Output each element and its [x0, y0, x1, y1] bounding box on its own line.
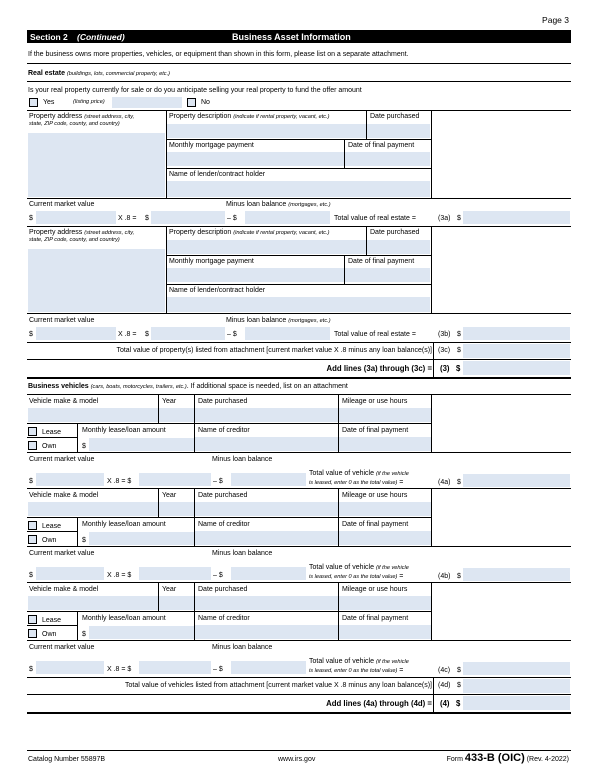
line-3-label: (3)	[440, 364, 450, 373]
market-value-field[interactable]	[36, 567, 104, 580]
property-description-field[interactable]	[167, 124, 366, 138]
minus-loan-label: Minus loan balance	[212, 644, 273, 651]
date-final-payment-label: Date of final payment	[342, 427, 409, 434]
lease-checkbox[interactable]	[28, 615, 37, 624]
make-model-field[interactable]	[28, 408, 158, 422]
total-vehicle-note: is leased, enter 0 as the total value) =	[309, 479, 404, 486]
form-id: Form 433-B (OIC) (Rev. 4-2022)	[446, 752, 569, 764]
minus-dollar: – $	[213, 666, 223, 673]
own-label: Own	[42, 443, 57, 450]
minus-dollar: – $	[213, 572, 223, 579]
lender-name-field[interactable]	[167, 181, 430, 197]
vehicles-heading: Business vehicles (cars, boats, motorcycles, trailers, etc.). If additional space is needed, list on an attachment	[28, 383, 348, 390]
current-market-value-label: Current market value	[29, 317, 95, 324]
monthly-lease-field[interactable]	[89, 532, 194, 545]
date-purchased-field[interactable]	[195, 596, 338, 610]
dollar-sign: $	[457, 331, 461, 338]
loan-balance-field[interactable]	[231, 661, 306, 674]
property-address-field[interactable]	[28, 249, 165, 312]
year-label: Year	[162, 492, 177, 499]
creditor-label: Name of creditor	[198, 521, 250, 528]
creditor-field[interactable]	[195, 625, 338, 639]
dollar-sign: $	[29, 331, 33, 338]
line-3c-label: (3c)	[438, 347, 451, 354]
attachment-total-real-estate: Total value of property(s) listed from attachment [current market value X .8 minus any loan balance(s)]	[116, 347, 432, 354]
add-lines-4-label: Add lines (4a) through (4d) =	[326, 699, 432, 708]
total-vehicle-note: is leased, enter 0 as the total value) =	[309, 573, 404, 580]
monthly-lease-label: Monthly lease/loan amount	[82, 427, 166, 434]
lender-name-field[interactable]	[167, 297, 430, 312]
lease-checkbox[interactable]	[28, 521, 37, 530]
dollar-sign: $	[29, 215, 33, 222]
property-description-label: Property description (indicate if rental property, vacant, etc.)	[169, 113, 330, 120]
dollar-sign: $	[457, 215, 461, 222]
lender-name-label: Name of lender/contract holder	[169, 287, 266, 294]
adjusted-value-field[interactable]	[151, 327, 225, 340]
monthly-mortgage-label: Monthly mortgage payment	[169, 142, 254, 149]
creditor-field[interactable]	[195, 437, 338, 451]
minus-loan-label: Minus loan balance (mortgages, etc.)	[226, 317, 331, 324]
line-4b-label: (4b)	[438, 573, 451, 580]
make-model-field[interactable]	[28, 502, 158, 516]
line-4a-field[interactable]	[463, 474, 570, 487]
lease-label: Lease	[42, 617, 62, 624]
total-vehicle-note: is leased, enter 0 as the total value) =	[309, 667, 404, 674]
year-field[interactable]	[159, 502, 194, 516]
property-address-field[interactable]	[28, 133, 165, 197]
mileage-label: Mileage or use hours	[342, 398, 408, 405]
line-4d-field[interactable]	[463, 679, 570, 693]
minus-loan-label: Minus loan balance	[212, 456, 273, 463]
own-checkbox[interactable]	[28, 441, 37, 450]
line-4-field[interactable]	[463, 696, 570, 710]
own-label: Own	[42, 537, 57, 544]
current-market-value-label: Current market value	[29, 456, 95, 463]
no-label: No	[201, 99, 210, 106]
monthly-mortgage-field[interactable]	[167, 268, 344, 282]
monthly-mortgage-field[interactable]	[167, 152, 344, 166]
line-3a-field[interactable]	[463, 211, 570, 224]
dollar-sign: $	[145, 331, 149, 338]
mileage-field[interactable]	[339, 596, 431, 610]
line-3b-label: (3b)	[438, 331, 451, 338]
make-model-label: Vehicle make & model	[29, 492, 99, 499]
date-purchased-label: Date purchased	[198, 586, 248, 593]
dollar-sign: $	[29, 572, 33, 579]
dollar-sign: $	[457, 347, 461, 354]
times-factor: X .8 = $	[107, 478, 132, 485]
no-checkbox[interactable]	[187, 98, 196, 107]
property-address-note: state, ZIP code, county, and country)	[29, 237, 120, 243]
property-address-label: Property address (street address, city,	[29, 229, 135, 236]
date-purchased-field[interactable]	[195, 408, 338, 422]
property-description-field[interactable]	[167, 240, 366, 254]
dollar-sign: $	[82, 631, 86, 638]
lease-checkbox[interactable]	[28, 427, 37, 436]
yes-checkbox[interactable]	[29, 98, 38, 107]
attachment-total-vehicles: Total value of vehicles listed from attachment [current market value X .8 minus any loan balance(s)]	[125, 682, 432, 689]
total-real-estate-label: Total value of real estate =	[334, 215, 416, 222]
minus-loan-label: Minus loan balance (mortgages, etc.)	[226, 201, 331, 208]
creditor-field[interactable]	[195, 531, 338, 545]
current-market-value-label: Current market value	[29, 644, 95, 651]
dollar-sign: $	[145, 215, 149, 222]
monthly-lease-field[interactable]	[89, 626, 194, 639]
line-3-field[interactable]	[463, 361, 570, 375]
monthly-lease-label: Monthly lease/loan amount	[82, 615, 166, 622]
intro-text: If the business owns more properties, vehicles, or equipment than shown in this form, please list on a separate attachment.	[28, 51, 409, 58]
catalog-number: Catalog Number 55897B	[28, 756, 106, 763]
times-factor: X .8 = $	[107, 572, 132, 579]
real-estate-heading: Real estate (buildings, lots, commercial property, etc.)	[28, 70, 171, 77]
minus-dollar: – $	[213, 478, 223, 485]
date-final-payment-label: Date of final payment	[348, 258, 415, 265]
date-final-payment-field[interactable]	[339, 437, 431, 451]
date-final-payment-field[interactable]	[339, 531, 431, 545]
add-lines-3-label: Add lines (3a) through (3c) =	[326, 364, 432, 373]
adjusted-value-field[interactable]	[139, 567, 211, 580]
loan-balance-field[interactable]	[245, 211, 330, 224]
total-real-estate-label: Total value of real estate =	[334, 331, 416, 338]
property-address-note: state, ZIP code, county, and country)	[29, 121, 120, 127]
year-label: Year	[162, 586, 177, 593]
date-final-payment-label: Date of final payment	[342, 615, 409, 622]
make-model-label: Vehicle make & model	[29, 398, 99, 405]
minus-dollar: – $	[227, 331, 237, 338]
make-model-label: Vehicle make & model	[29, 586, 99, 593]
page-number: Page 3	[542, 15, 569, 25]
listing-price-field[interactable]	[112, 97, 182, 108]
for-sale-question: Is your real property currently for sale or do you anticipate selling your real property to fund the offer amount	[28, 87, 362, 94]
yes-label: Yes	[43, 99, 55, 106]
date-purchased-field[interactable]	[367, 240, 430, 254]
times-factor: X .8 = $	[107, 666, 132, 673]
market-value-field[interactable]	[36, 661, 104, 674]
loan-balance-field[interactable]	[231, 473, 306, 486]
market-value-field[interactable]	[36, 327, 116, 340]
line-3b-field[interactable]	[463, 327, 570, 340]
market-value-field[interactable]	[36, 473, 104, 486]
dollar-sign: $	[457, 682, 461, 689]
lease-label: Lease	[42, 523, 62, 530]
dollar-sign: $	[457, 573, 461, 580]
line-3a-label: (3a)	[438, 215, 451, 222]
minus-dollar: – $	[227, 215, 237, 222]
date-final-payment-field[interactable]	[345, 268, 430, 282]
date-final-payment-label: Date of final payment	[348, 142, 415, 149]
date-purchased-label: Date purchased	[370, 113, 420, 120]
times-factor: X .8 =	[118, 331, 137, 338]
section-header-bar	[27, 30, 571, 43]
date-purchased-field[interactable]	[195, 502, 338, 516]
line-4b-field[interactable]	[463, 568, 570, 581]
loan-balance-field[interactable]	[231, 567, 306, 580]
line-4c-label: (4c)	[438, 667, 451, 674]
date-purchased-label: Date purchased	[198, 492, 248, 499]
make-model-field[interactable]	[28, 596, 158, 610]
creditor-label: Name of creditor	[198, 427, 250, 434]
date-final-payment-field[interactable]	[345, 152, 430, 166]
section-label: Section 2	[30, 32, 68, 42]
year-field[interactable]	[159, 408, 194, 422]
current-market-value-label: Current market value	[29, 201, 95, 208]
market-value-field[interactable]	[36, 211, 116, 224]
mileage-field[interactable]	[339, 502, 431, 516]
line-4d-label: (4d)	[438, 682, 451, 689]
date-final-payment-field[interactable]	[339, 625, 431, 639]
total-vehicle-label: Total value of vehicle (if the vehicle	[309, 470, 409, 477]
line-4c-field[interactable]	[463, 662, 570, 675]
date-purchased-label: Date purchased	[370, 229, 420, 236]
own-label: Own	[42, 631, 57, 638]
line-4-label: (4)	[440, 699, 450, 708]
loan-balance-field[interactable]	[245, 327, 330, 340]
dollar-sign: $	[457, 479, 461, 486]
line-4a-label: (4a)	[438, 479, 451, 486]
total-vehicle-label: Total value of vehicle (if the vehicle	[309, 658, 409, 665]
date-purchased-label: Date purchased	[198, 398, 248, 405]
monthly-mortgage-label: Monthly mortgage payment	[169, 258, 254, 265]
creditor-label: Name of creditor	[198, 615, 250, 622]
listing-price-note: (listing price)	[73, 99, 105, 105]
dollar-sign: $	[29, 666, 33, 673]
mileage-label: Mileage or use hours	[342, 492, 408, 499]
total-vehicle-label: Total value of vehicle (if the vehicle	[309, 564, 409, 571]
adjusted-value-field[interactable]	[139, 661, 211, 674]
lender-name-label: Name of lender/contract holder	[169, 171, 266, 178]
monthly-lease-field[interactable]	[89, 438, 194, 451]
dollar-sign: $	[29, 478, 33, 485]
own-checkbox[interactable]	[28, 535, 37, 544]
adjusted-value-field[interactable]	[139, 473, 211, 486]
own-checkbox[interactable]	[28, 629, 37, 638]
section-continued: (Continued)	[77, 32, 125, 42]
property-description-label: Property description (indicate if rental property, vacant, etc.)	[169, 229, 330, 236]
minus-loan-label: Minus loan balance	[212, 550, 273, 557]
mileage-field[interactable]	[339, 408, 431, 422]
monthly-lease-label: Monthly lease/loan amount	[82, 521, 166, 528]
times-factor: X .8 =	[118, 215, 137, 222]
dollar-sign: $	[456, 364, 461, 373]
dollar-sign: $	[456, 699, 461, 708]
year-label: Year	[162, 398, 177, 405]
dollar-sign: $	[457, 667, 461, 674]
website: www.irs.gov	[278, 756, 316, 763]
date-final-payment-label: Date of final payment	[342, 521, 409, 528]
lease-label: Lease	[42, 429, 62, 436]
date-purchased-field[interactable]	[367, 124, 430, 138]
section-title: Business Asset Information	[232, 32, 351, 42]
dollar-sign: $	[82, 537, 86, 544]
year-field[interactable]	[159, 596, 194, 610]
adjusted-value-field[interactable]	[151, 211, 225, 224]
mileage-label: Mileage or use hours	[342, 586, 408, 593]
dollar-sign: $	[82, 443, 86, 450]
line-3c-field[interactable]	[463, 344, 570, 358]
current-market-value-label: Current market value	[29, 550, 95, 557]
property-address-label: Property address (street address, city,	[29, 113, 135, 120]
